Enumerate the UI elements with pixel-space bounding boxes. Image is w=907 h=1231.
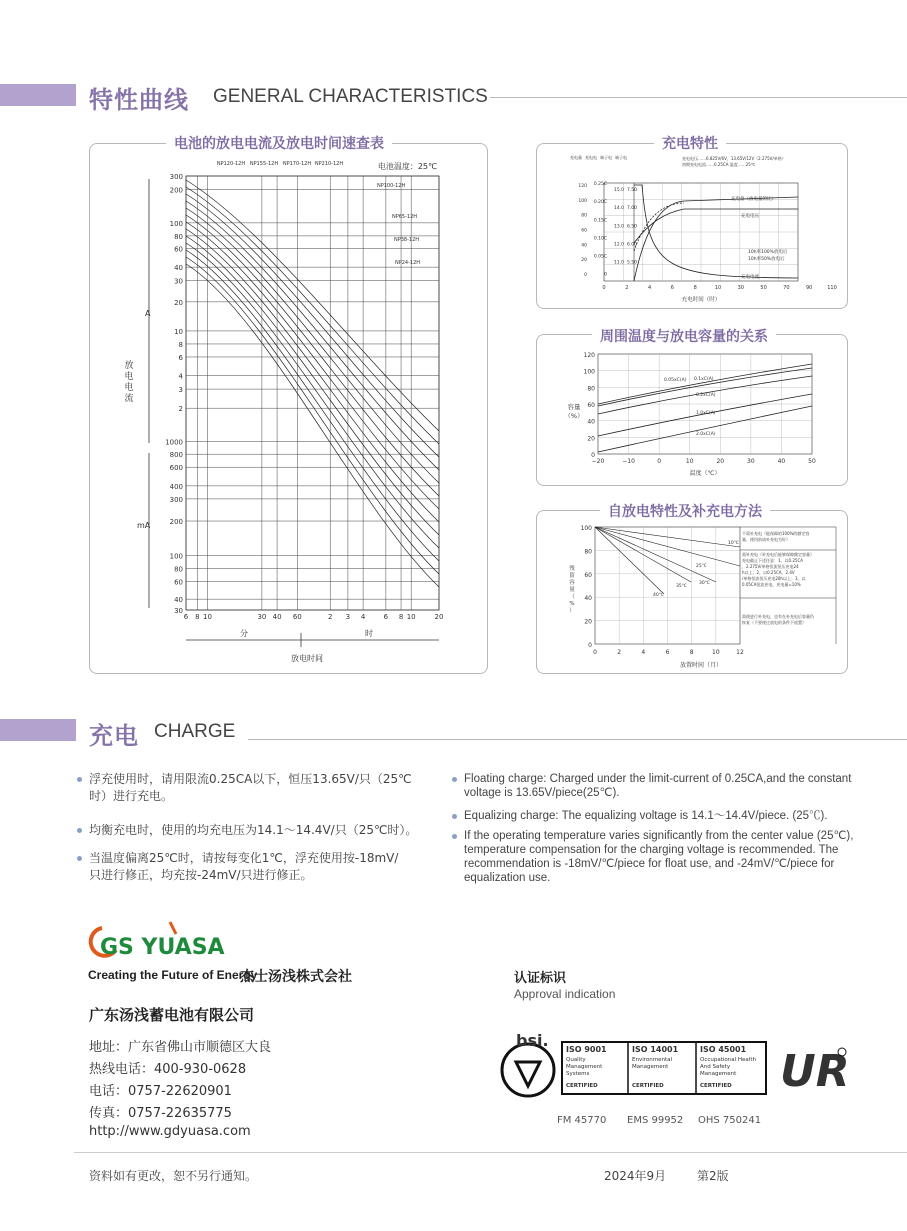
- x-tick-label: 10: [203, 613, 212, 621]
- y-tick-label: 20: [587, 435, 595, 443]
- y-tick-label: 6.00: [626, 242, 637, 248]
- section-bar: [0, 84, 76, 106]
- box-note: 需补充电（补充电后能够保障额定容量）: [742, 552, 814, 557]
- section-title-cn: 特性曲线: [89, 86, 189, 114]
- y-axis-label-char: 流: [124, 394, 134, 404]
- x-tick-label: 8: [398, 613, 404, 621]
- temperature-label: 35℃: [676, 584, 687, 589]
- company-name: 广东汤浅蓄电池有限公司: [89, 1006, 255, 1024]
- discharge-chart: [89, 143, 486, 672]
- box-note: 恢复（不要使过放电的条件下放置）: [742, 620, 806, 625]
- y-axis-label: （%）: [564, 412, 584, 420]
- gs-yuasa-logo: [86, 916, 236, 966]
- x-tick-label: 50: [808, 458, 816, 465]
- y-tick-label: 0.15C: [593, 218, 607, 224]
- y-tick-label: 6.50: [626, 224, 637, 230]
- y-tick-label: 120: [578, 184, 587, 189]
- footer-divider: [74, 1152, 907, 1153]
- y-tick-label: 100: [169, 219, 183, 228]
- charge-title-en: CHARGE: [154, 721, 236, 742]
- y-tick-label: 0: [591, 452, 595, 459]
- x-tick-label: 110: [827, 285, 837, 291]
- y-tick-label: 0.25C: [593, 182, 607, 187]
- capacity-curve: [598, 364, 812, 404]
- y-tick-label: 100: [169, 552, 183, 561]
- x-tick-label: 10: [685, 458, 694, 465]
- discharge-chart-title: 电池的放电电流及放电时间速查表: [166, 133, 392, 153]
- box-note: 充电截止下述任意：1、以0.25CA: [742, 558, 803, 563]
- box-note: 需使进行补充电，也有在补充电后容量仍: [742, 614, 814, 619]
- y-axis-label-char: 量: [569, 587, 575, 593]
- box-note: h以上；2、以0.25CA，2.4V: [742, 570, 795, 575]
- y-tick-label: 80: [174, 232, 183, 241]
- approval-title-en: Approval indication: [514, 987, 616, 1001]
- en-bullet: If the operating temperature varies significantly from the center value (25℃), temperature compensation for the charging voltage is recommended. The recommendation is -18mV/℃/piece for float use, and -24mV/℃/piece for equalization use.: [464, 829, 864, 885]
- box-note: 量，使用前请补充电为好）: [742, 537, 790, 542]
- x-tick-label: 6: [670, 285, 674, 291]
- y-tick-label: 400: [169, 482, 183, 491]
- y-tick-label: 600: [169, 464, 183, 473]
- curve-label: NP38-12H: [394, 237, 420, 243]
- website[interactable]: http://www.gdyuasa.com: [89, 1124, 251, 1139]
- box-note: ，2.275V/单格恒流恒压充电24: [742, 564, 799, 569]
- unit-ma-label: mA: [137, 521, 151, 530]
- svg-text:Quality: Quality: [566, 1057, 586, 1063]
- x-tick-label: 8: [693, 285, 697, 291]
- x-tick-label: 90: [806, 285, 813, 291]
- capacity-curve: [598, 368, 812, 406]
- charge-rule: [248, 739, 907, 740]
- x-tick-label: 0: [593, 649, 597, 656]
- unit-a-label: A: [145, 309, 151, 318]
- x-tick-label: 8: [689, 649, 694, 656]
- y-tick-label: 0: [604, 272, 607, 278]
- cert-number-fm: FM 45770: [557, 1115, 607, 1126]
- y-tick-label: 40: [581, 243, 587, 249]
- y-tick-label: 40: [584, 595, 592, 603]
- hotline: 热线电话：400-930-0628: [89, 1062, 247, 1077]
- cn-bullet: 均衡充电时，使用的均充电压为14.1～14.4V/只（25℃时）。: [89, 822, 424, 839]
- y-tick-label: 13.0: [613, 224, 624, 230]
- y-tick-label: 7.00: [626, 206, 637, 212]
- svg-text:ISO 45001: ISO 45001: [700, 1045, 747, 1054]
- slogan: Creating the Future of Energy: [88, 968, 258, 982]
- footer-note: 资料如有更改，恕不另行通知。: [89, 1169, 258, 1183]
- approval-title-cn: 认证标识: [514, 971, 567, 986]
- temperature-label: 25℃: [696, 564, 707, 569]
- y-tick-label: 800: [169, 451, 183, 460]
- y-axis-label-char: 电: [124, 383, 134, 393]
- bsi-cert-logos: [498, 1028, 778, 1100]
- footer-date: 2024年9月: [604, 1169, 667, 1183]
- y-tick-label: 60: [174, 245, 183, 254]
- y-tick-label: 100: [583, 368, 595, 376]
- x-axis-label: 放置时间（月）: [679, 662, 723, 669]
- column-header: 端子电: [600, 155, 612, 160]
- x-tick-label: 4: [648, 285, 652, 291]
- y-tick-label: 12.0: [613, 242, 624, 248]
- y-tick-label: 0.20C: [593, 200, 607, 206]
- temperature-label: 电池温度：25℃: [377, 162, 437, 171]
- curve-label: 充电电压: [741, 214, 759, 219]
- svg-text:Management: Management: [700, 1071, 737, 1077]
- x-unit-minutes: 分: [240, 629, 248, 638]
- column-header: 充电电: [585, 155, 597, 160]
- charge-voltage-curve: [634, 209, 798, 243]
- address: 地址：广东省佛山市顺德区大良: [89, 1040, 272, 1055]
- x-tick-label: 6: [665, 649, 670, 656]
- y-tick-label: 80: [174, 565, 183, 574]
- y-tick-label: 6: [178, 353, 183, 362]
- section-rule: [490, 97, 907, 98]
- x-tick-label: 2: [617, 649, 622, 656]
- temperature-label: 40℃: [653, 593, 664, 598]
- x-tick-label: 30: [737, 285, 744, 291]
- y-tick-label: 60: [174, 578, 183, 587]
- svg-text:UR: UR: [780, 1046, 850, 1092]
- y-tick-label: 2: [178, 405, 183, 414]
- y-tick-label: 80: [584, 548, 592, 556]
- y-tick-label: 100: [580, 525, 592, 532]
- x-tick-label: 12: [736, 649, 744, 656]
- y-tick-label: 30: [174, 277, 183, 286]
- en-bullet: Floating charge: Charged under the limit-current of 0.25CA,and the constant voltage is 13.65V/piece(25℃).: [464, 772, 864, 800]
- ul-recognized-icon: [778, 1044, 850, 1092]
- svg-text:Occupational Health: Occupational Health: [700, 1057, 756, 1063]
- y-tick-label: 80: [581, 213, 587, 219]
- x-tick-label: 0: [657, 458, 662, 465]
- x-tick-label: 40: [777, 458, 786, 465]
- en-bullet: Equalizing charge: The equalizing voltage is 14.1～14.4V/piece. (25℃).: [464, 809, 864, 823]
- fax: 传真：0757-22635775: [89, 1106, 232, 1121]
- y-tick-label: 40: [587, 418, 595, 426]
- y-tick-label: 60: [581, 228, 587, 234]
- svg-text:bsi.: bsi.: [516, 1031, 549, 1050]
- y-tick-label: 40: [174, 264, 183, 273]
- column-header: 端子电: [615, 155, 627, 160]
- y-tick-label: 30: [174, 607, 183, 615]
- curve-label: 充电量（放电量的比）: [731, 197, 776, 202]
- y-tick-label: 20: [584, 618, 592, 626]
- x-tick-label: 30: [257, 613, 267, 621]
- x-tick-label: 4: [360, 613, 366, 621]
- charge-volume-dashed-curve: [634, 203, 684, 251]
- charge-volume-curve: [634, 197, 798, 281]
- y-axis-label-char: ）: [569, 608, 575, 614]
- x-tick-label: 2: [327, 613, 333, 621]
- charge-chart-title: 充电特性: [654, 133, 726, 153]
- curve-label: 0.1xC(A): [694, 377, 714, 382]
- y-tick-label: 40: [174, 596, 183, 605]
- cert-number-ems: EMS 99952: [627, 1115, 684, 1126]
- temperature-label: 30℃: [699, 581, 710, 586]
- svg-text:Management: Management: [632, 1064, 669, 1070]
- x-tick-label: 70: [783, 285, 790, 291]
- self-discharge-chart: [536, 510, 846, 672]
- curve-label: NP120-12H: [216, 161, 246, 167]
- charge-note: 初期充电电流……0.25CA 温度……25℃: [682, 162, 756, 167]
- box-note: /单格恒流恒压充电20h以上；3、以: [742, 576, 806, 581]
- x-axis-label: 温度（℃）: [689, 470, 721, 477]
- y-tick-label: 1000: [165, 438, 183, 447]
- y-axis-label-char: （: [569, 594, 575, 600]
- y-tick-label: 300: [169, 495, 183, 504]
- y-tick-label: 11.0: [613, 260, 624, 266]
- cn-bullet: 浮充使用时，请用限流0.25CA以下，恒压13.65V/只（25℃时）进行充电。: [89, 771, 419, 805]
- y-tick-label: 300: [169, 173, 183, 181]
- y-tick-label: 120: [583, 352, 595, 359]
- x-tick-label: 8: [195, 613, 200, 621]
- x-tick-label: 6: [383, 613, 389, 621]
- x-tick-label: 2: [625, 285, 629, 291]
- charge-note: 充电电压……6.825V/6V，13.65V/12V（2.275V/单格）: [682, 156, 786, 161]
- y-axis-label-char: 电: [124, 372, 134, 382]
- charge-title-cn: 充电: [89, 722, 139, 750]
- curve-label: 2.0xC(A): [696, 432, 716, 437]
- column-header: 充电量: [570, 155, 582, 160]
- x-tick-label: 40: [272, 613, 282, 621]
- curve-label: NP155-12H: [249, 161, 279, 167]
- y-tick-label: 60: [587, 402, 595, 409]
- x-tick-label: 30: [747, 458, 755, 465]
- box-note: 0.05CA恒流充电，充电量=10%: [742, 582, 801, 587]
- x-tick-label: 60: [292, 613, 302, 621]
- svg-text:Management: Management: [566, 1064, 603, 1070]
- y-tick-label: 3: [178, 386, 183, 395]
- temp-chart: [536, 334, 846, 484]
- section-title-en: GENERAL CHARACTERISTICS: [213, 86, 488, 107]
- curve-label: 充电电流: [741, 275, 759, 280]
- svg-text:Environmental: Environmental: [632, 1057, 673, 1063]
- phone: 电话：0757-22620901: [89, 1084, 232, 1099]
- y-tick-label: 0: [588, 642, 592, 649]
- curve-label: 1.0xC(A): [696, 411, 716, 416]
- charge-chart: [536, 143, 846, 307]
- x-tick-label: −10: [622, 458, 635, 465]
- y-axis-label: 容量: [567, 403, 581, 411]
- x-tick-label: 20: [434, 613, 444, 621]
- curve-label: NP65-12H: [392, 214, 418, 220]
- x-tick-label: 10: [712, 649, 720, 656]
- curve-label: NP210-12H: [314, 161, 344, 167]
- y-tick-label: 20: [581, 258, 587, 264]
- logo-text: GS YUASA: [100, 935, 225, 960]
- cert-number-ohs: OHS 750241: [698, 1115, 762, 1126]
- y-axis-label-char: 残: [569, 566, 575, 572]
- svg-text:CERTIFIED: CERTIFIED: [632, 1083, 664, 1089]
- y-tick-label: 14.0: [613, 206, 624, 212]
- svg-text:ISO 14001: ISO 14001: [632, 1045, 679, 1054]
- curve-label: NP170-12H: [282, 161, 312, 167]
- y-tick-label: 200: [169, 186, 183, 195]
- temp-chart-title: 周围温度与放电容量的关系: [592, 326, 776, 346]
- svg-text:And Safety: And Safety: [700, 1064, 731, 1070]
- x-tick-label: 50: [760, 285, 767, 291]
- x-axis-label: 放电时间: [291, 654, 323, 663]
- y-tick-label: 7.50: [626, 188, 637, 193]
- y-tick-label: 8: [178, 340, 183, 349]
- bsi-mark-icon: [502, 1031, 554, 1096]
- temperature-label: 10℃: [728, 541, 739, 546]
- svg-text:CERTIFIED: CERTIFIED: [566, 1083, 598, 1089]
- x-axis-label: 充电时间（时）: [681, 297, 721, 303]
- box-note: 不需补充电（能保障的100%的额定容: [742, 531, 810, 536]
- y-tick-label: 200: [169, 518, 183, 527]
- svg-text:CERTIFIED: CERTIFIED: [700, 1083, 732, 1089]
- section-bar-charge: [0, 719, 76, 741]
- legend-label: 10h率100%放电后: [748, 250, 788, 255]
- svg-text:Systems: Systems: [566, 1071, 590, 1077]
- y-tick-label: 0.05C: [593, 254, 607, 260]
- y-tick-label: 0: [584, 273, 587, 279]
- y-axis-label-char: 留: [569, 573, 575, 579]
- curve-label: 0.2xC(A): [696, 393, 716, 398]
- x-tick-label: 10: [714, 285, 722, 291]
- curve-label: NP24-12H: [395, 260, 421, 266]
- curve-label: 0.05xC(A): [664, 378, 687, 383]
- x-tick-label: −20: [591, 458, 605, 465]
- cn-bullet: 当温度偏离25℃时，请按每变化1℃，浮充使用按-18mV/只进行修正，均充按-24mV/只进行修正。: [89, 850, 409, 884]
- y-axis-label-char: %: [569, 601, 575, 607]
- curve-label: NP100-12H: [377, 183, 406, 189]
- y-tick-label: 80: [587, 385, 595, 393]
- svg-text:ISO 9001: ISO 9001: [566, 1045, 607, 1054]
- y-axis-label-char: 容: [569, 580, 575, 586]
- y-tick-label: 60: [584, 571, 592, 579]
- legend-label: 10h率50%放电后: [748, 257, 785, 262]
- footer-version: 第2版: [697, 1169, 729, 1183]
- y-tick-label: 20: [174, 298, 183, 307]
- self-discharge-title: 自放电特性及补充电方法: [600, 501, 770, 521]
- y-tick-label: 0.10C: [593, 236, 607, 242]
- x-tick-label: 6: [183, 613, 189, 621]
- x-tick-label: 20: [716, 458, 725, 465]
- y-tick-label: 100: [578, 198, 587, 204]
- x-tick-label: 3: [345, 613, 351, 621]
- x-tick-label: 10: [406, 613, 416, 621]
- parent-company: 杰士汤浅株式会社: [240, 969, 352, 985]
- x-tick-label: 4: [641, 649, 646, 656]
- x-tick-label: 0: [602, 285, 606, 291]
- y-tick-label: 15.0: [613, 188, 624, 193]
- y-tick-label: 10: [174, 327, 183, 336]
- y-axis-label-char: 放: [124, 361, 134, 371]
- x-unit-hours: 时: [365, 629, 373, 638]
- y-tick-label: 5.50: [626, 260, 637, 266]
- y-tick-label: 4: [178, 372, 183, 381]
